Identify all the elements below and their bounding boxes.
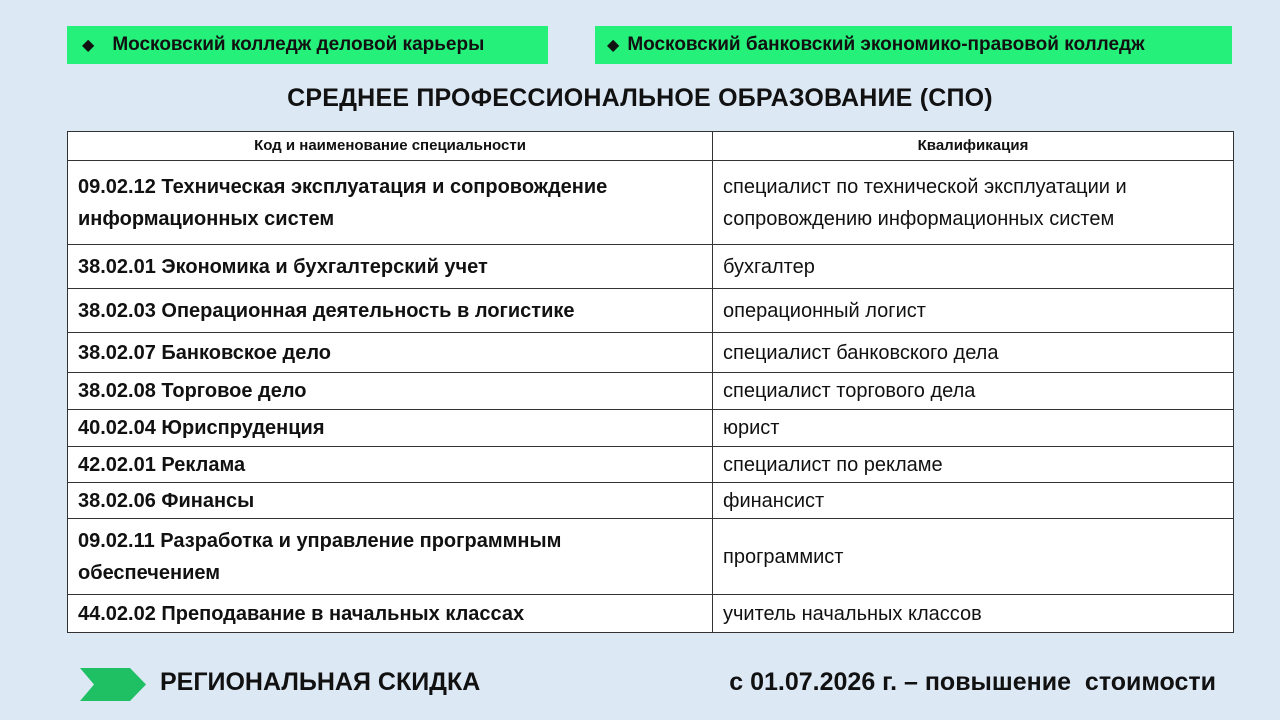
table-row	[68, 519, 1234, 595]
college-badge-business-career	[67, 26, 548, 64]
qualification-cell: специалист по рекламе	[713, 447, 1234, 483]
diamond-bullet-icon: ◆	[82, 37, 95, 54]
qualification-cell: программист	[713, 519, 1234, 595]
qualification-cell: специалист торгового дела	[713, 373, 1234, 410]
specialty-cell: 40.02.04 Юриспруденция	[68, 410, 713, 447]
table-row	[68, 333, 1234, 373]
qualification-cell: юрист	[713, 410, 1234, 447]
specialty-cell: 38.02.06 Финансы	[68, 483, 713, 519]
table-row	[68, 410, 1234, 447]
price-increase-note: с 01.07.2026 г. – повышение стоимости	[729, 668, 1216, 696]
qualification-cell: специалист по технической эксплуатации и сопровождению информационных систем	[713, 161, 1234, 245]
diamond-bullet-icon: ◆	[607, 37, 620, 54]
table-row	[68, 373, 1234, 410]
qualification-cell: операционный логист	[713, 289, 1234, 333]
header-qualification: Квалификация	[713, 132, 1234, 161]
college-badge-banking-law	[595, 26, 1232, 64]
specialty-cell: 09.02.12 Техническая эксплуатация и сопровождение информационных систем	[68, 161, 713, 245]
table-row	[68, 595, 1234, 633]
table-row	[68, 289, 1234, 333]
page-title: СРЕДНЕЕ ПРОФЕССИОНАЛЬНОЕ ОБРАЗОВАНИЕ (СПО)	[287, 84, 993, 112]
specialty-cell: 09.02.11 Разработка и управление программным обеспечением	[68, 519, 713, 595]
header-specialty: Код и наименование специальности	[68, 132, 713, 161]
college-name: Московский колледж деловой карьеры	[112, 34, 485, 55]
specialty-cell: 38.02.03 Операционная деятельность в логистике	[68, 289, 713, 333]
qualification-cell: учитель начальных классов	[713, 595, 1234, 633]
specialty-cell: 38.02.08 Торговое дело	[68, 373, 713, 410]
specialty-cell: 38.02.01 Экономика и бухгалтерский учет	[68, 245, 713, 289]
chevron-arrow-icon	[80, 668, 146, 701]
regional-discount-label: РЕГИОНАЛЬНАЯ СКИДКА	[160, 668, 481, 696]
table-header-row	[68, 132, 1234, 161]
qualification-cell: бухгалтер	[713, 245, 1234, 289]
table-row	[68, 161, 1234, 245]
table-row	[68, 447, 1234, 483]
specialty-cell: 38.02.07 Банковское дело	[68, 333, 713, 373]
specialty-cell: 44.02.02 Преподавание в начальных классах	[68, 595, 713, 633]
college-name: Московский банковский экономико-правовой колледж	[627, 34, 1145, 55]
qualification-cell: финансист	[713, 483, 1234, 519]
table-row	[68, 245, 1234, 289]
table-row	[68, 483, 1234, 519]
specialties-table	[67, 131, 1234, 633]
qualification-cell: специалист банковского дела	[713, 333, 1234, 373]
specialty-cell: 42.02.01 Реклама	[68, 447, 713, 483]
